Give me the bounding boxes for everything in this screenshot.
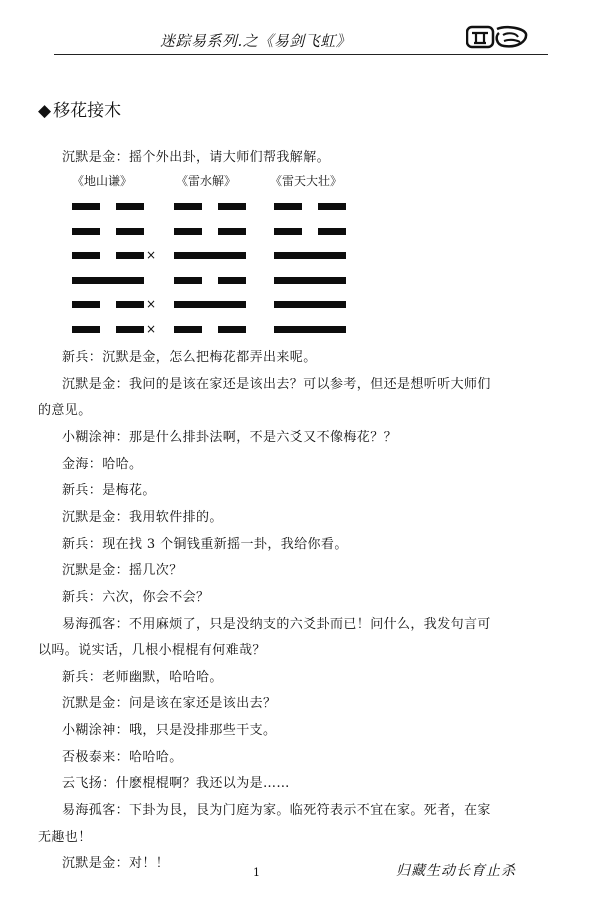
yin-line-segment [72,228,100,235]
dialogue-intro: 沉默是金：摇个外出卦，请大师们帮我解解。 [62,150,331,165]
footer-motto: 归藏生动长育止杀 [396,863,516,879]
dialogue-line: 新兵：老师幽默，哈哈哈。 [62,670,223,685]
yin-line-segment [174,277,202,284]
hexagram-name-3: 《雷天大壮》 [270,174,343,188]
yin-line-segment [116,301,144,308]
yin-line-segment [72,326,100,333]
dialogue-line: 新兵：六次，你会不会？ [62,590,210,605]
page-number: 1 [253,866,260,879]
dialogue-line: 新兵：是梅花。 [62,483,156,498]
yang-line [72,277,144,284]
dialogue-line: 云飞扬：什麽棍棍啊？我还以为是…… [62,776,290,791]
yin-line-segment [274,203,302,210]
yin-line-segment [116,252,144,259]
yang-line [174,252,246,259]
dialogue-line: 新兵：沉默是金，怎么把梅花都弄出来呢。 [62,350,317,365]
yang-line [174,301,246,308]
yang-line [274,326,346,333]
dialogue-line: 沉默是金：我用软件排的。 [62,510,223,525]
dialogue-line: 以吗。说实话，几根小棍棍有何难哉？ [38,643,266,658]
changing-line-mark: × [146,248,157,262]
yang-line [274,301,346,308]
dialogue-line: 小糊涂神：那是什么排卦法啊，不是六爻又不像梅花？？ [62,430,398,445]
yin-line-segment [174,203,202,210]
yin-line-segment [218,203,246,210]
yin-line-segment [72,203,100,210]
yin-line-segment [318,203,346,210]
header-title: 迷踪易系列.之《易剑飞虹》 [160,32,352,50]
yin-line-segment [116,326,144,333]
dialogue-line: 的意见。 [38,403,92,418]
hexagram-name-1: 《地山谦》 [72,174,133,188]
dialogue-line: 金海：哈哈。 [62,457,143,472]
yin-line-segment [318,228,346,235]
dialogue-line: 沉默是金：摇几次？ [62,563,183,578]
section-heading [38,96,121,121]
yin-line-segment [274,228,302,235]
dialogue-line: 沉默是金：我问的是该在家还是该出去？可以参考，但还是想听听大师们 [62,377,491,392]
header-rule [54,54,548,55]
page-header [0,0,612,60]
yin-line-segment [218,228,246,235]
dialogue-line: 沉默是金：问是该在家还是该出去？ [62,696,277,711]
changing-line-mark: × [146,297,157,311]
yin-line-segment [72,252,100,259]
yang-line [274,277,346,284]
dialogue-line: 新兵：现在找 3 个铜钱重新摇一卦，我给你看。 [62,537,348,552]
dialogue-line: 小糊涂神：哦，只是没排那些干支。 [62,723,277,738]
dialogue-line: 沉默是金：对！！ [62,856,170,871]
dialogue-line: 否极泰来：哈哈哈。 [62,750,183,765]
yin-line-segment [174,228,202,235]
yang-line [274,252,346,259]
yin-line-segment [116,228,144,235]
dialogue-line: 易海孤客：下卦为艮，艮为门庭为家。临死符表示不宜在家。死者，在家 [62,803,491,818]
yin-line-segment [218,326,246,333]
yin-line-segment [116,203,144,210]
dialogue-line: 易海孤客：不用麻烦了，只是没纳支的六爻卦而已！问什么，我发句言可 [62,617,491,632]
series-logo [466,24,528,50]
hexagram-name-2: 《雷水解》 [176,174,237,188]
yin-line-segment [218,277,246,284]
changing-line-mark: × [146,321,157,336]
yin-line-segment [72,301,100,308]
diamond-bullet-icon: ◆ [38,101,52,121]
yin-line-segment [174,326,202,333]
dialogue-line: 无趣也！ [38,830,92,845]
section-title: 移花接木 [53,101,122,121]
